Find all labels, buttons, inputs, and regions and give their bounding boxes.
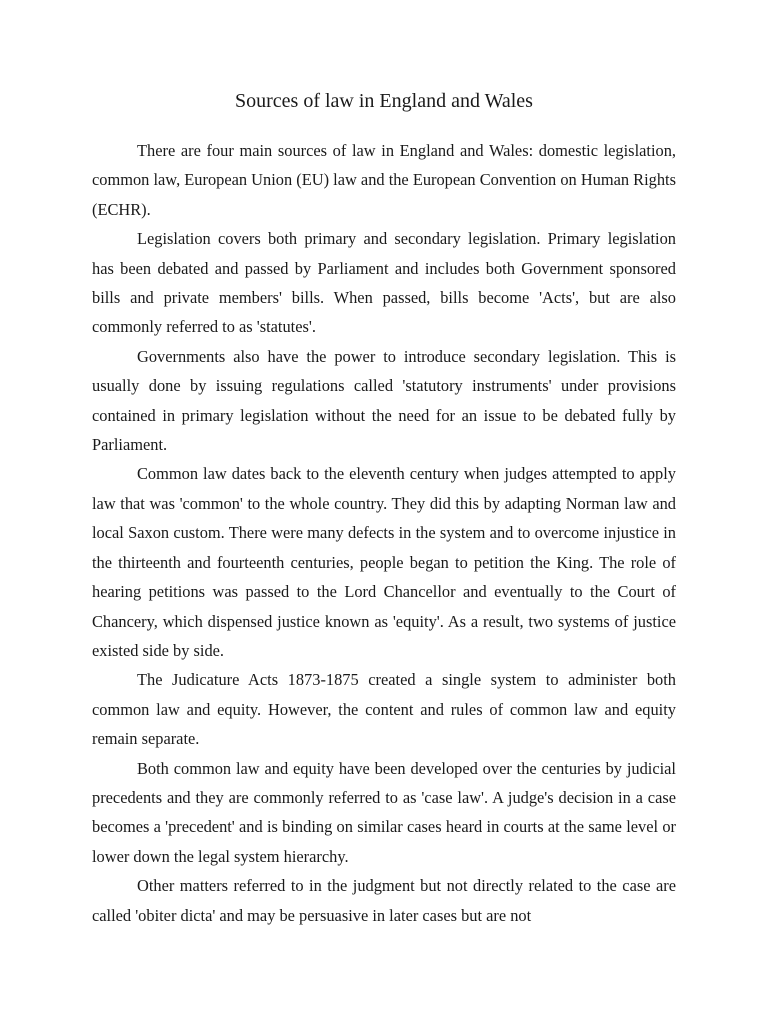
- paragraph-6: Both common law and equity have been developed over the centuries by judicial precedents and they are commonly referred to as 'case law'. A judge's decision in a case becomes a 'precedent' and is binding on similar cases heard in courts at the same level or lower down the legal system hierarchy.: [92, 758, 676, 866]
- paragraph-1: There are four main sources of law in England and Wales: domestic legislation, common law, European Union (EU) law and the European Convention on Human Rights (ECHR).: [92, 141, 676, 219]
- paragraph-5: The Judicature Acts 1873-1875 created a single system to administer both common law and equity. However, the content and rules of common law and equity remain separate.: [92, 670, 676, 749]
- paragraph-3: Governments also have the power to introduce secondary legislation. This is usually done by issuing regulations called 'statutory instruments' under provisions contained in primary legislation without the need for an issue to be debated fully by Parliament.: [92, 346, 676, 455]
- document-title: Sources of law in England and Wales: [235, 90, 533, 112]
- paragraph-2: Legislation covers both primary and secondary legislation. Primary legislation has been debated and passed by Parliament and includes both Government sponsored bills and private members' bills. When passed, bills become 'Acts', but are also commonly referred to as 'statutes'.: [92, 229, 676, 337]
- paragraph-7: Other matters referred to in the judgment but not directly related to the case are called 'obiter dicta' and may be persuasive in later cases but are not: [92, 876, 676, 925]
- document-body: [92, 136, 676, 930]
- paragraph-4: Common law dates back to the eleventh century when judges attempted to apply law that was 'common' to the whole country. They did this by adapting Norman law and local Saxon custom. There were many defects in the system and to overcome injustice in the thirteenth and fourteenth centuries, people began to petition the King. The role of hearing petitions was passed to the Lord Chancellor and eventually to the Court of Chancery, which dispensed justice known as 'equity'. As a result, two systems of justice existed side by side.: [92, 464, 676, 660]
